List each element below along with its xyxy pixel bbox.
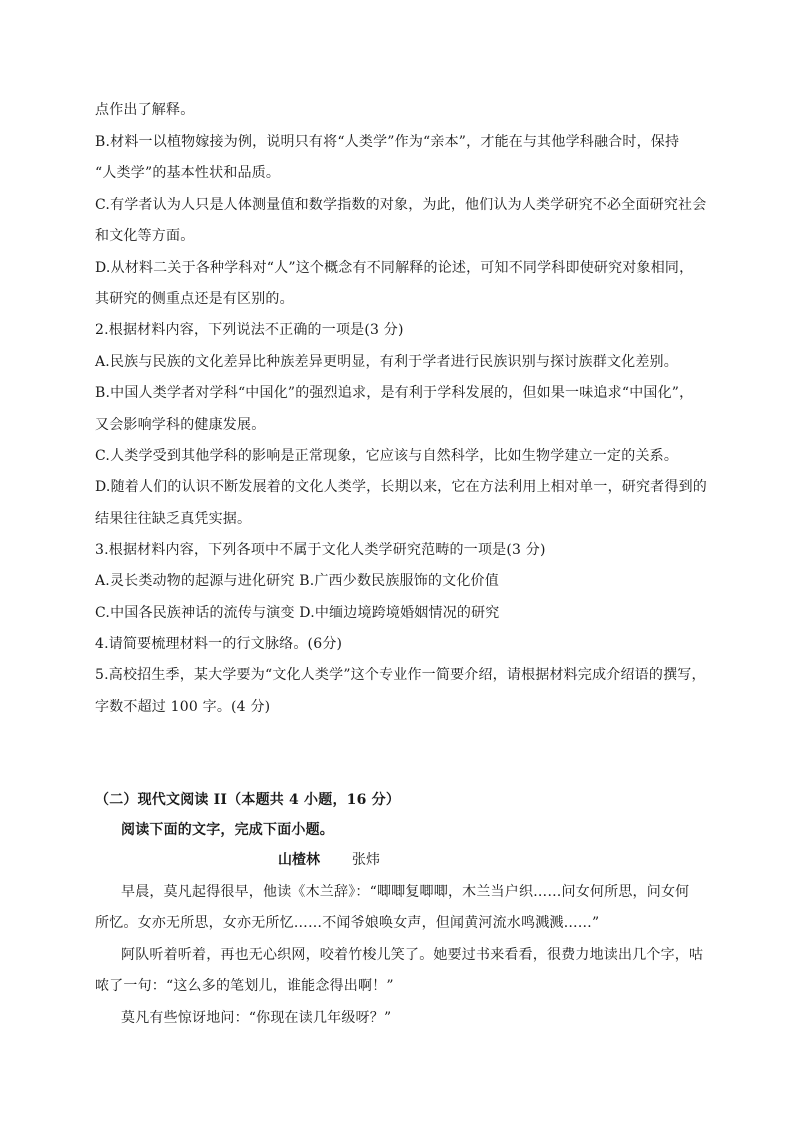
- question-4: 4.请简要梳理材料一的行文脉络。(6分): [95, 636, 343, 652]
- text-line: B.材料一以植物嫁接为例，说明只有将“人类学”作为“亲本”，才能在与其他学科融合时，保持: [95, 134, 680, 150]
- story-line: 所忆。女亦无所思，女亦无所忆……不闻爷娘唤女声，但闻黄河流水鸣溅溅……”: [95, 915, 600, 931]
- story-line: 哝了一句：“这么多的笔划儿，谁能念得出啊！”: [95, 978, 394, 994]
- story-title-row: [278, 850, 380, 870]
- text-line: 其研究的侧重点还是有区别的。: [95, 291, 294, 307]
- instruction: 阅读下面的文字，完成下面小题。: [121, 822, 334, 838]
- options-ab: A.灵长类动物的起源与进化研究 B.广西少数民族服饰的文化价值: [95, 573, 499, 589]
- option-a: A.民族与民族的文化差异比种族差异更明显，有利于学者进行民族识别与探讨族群文化差别。: [95, 354, 678, 370]
- option-b: B.中国人类学者对学科“中国化”的强烈追求，是有利于学科发展的，但如果一味追求“中国化”，: [95, 385, 694, 401]
- section-heading: （二）现代文阅读 II（本题共 4 小题，16 分）: [95, 792, 401, 808]
- story-title: 山楂林: [278, 852, 320, 868]
- option-c: C.人类学受到其他学科的影响是正常现象，它应该与自然科学，比如生物学建立一定的关系。: [95, 448, 679, 464]
- story-line: 莫凡有些惊讶地问：“你现在读几年级呀？”: [121, 1010, 392, 1026]
- text-line: C.有学者认为人只是人体测量值和数学指数的对象，为此，他们认为人类学研究不必全面研究社会: [95, 197, 707, 213]
- text-line: 和文化等方面。: [95, 228, 195, 244]
- text-line: 又会影响学科的健康发展。: [95, 417, 266, 433]
- text-line: 字数不超过 100 字。(4 分): [95, 699, 271, 715]
- story-line: 早晨，莫凡起得很早，他读《木兰辞》：“唧唧复唧唧，木兰当户织……问女何所思，问女何: [121, 884, 690, 900]
- text-line: D.从材料二关于各种学科对“人”这个概念有不同解释的论述，可知不同学科即使研究对象相同，: [95, 260, 694, 276]
- story-line: 阿队听着听着，再也无心织网，咬着竹梭儿笑了。她要过书来看看，很费力地读出几个字，咕: [121, 947, 704, 963]
- text-line: 结果往往缺乏真凭实据。: [95, 511, 252, 527]
- question-2: 2.根据材料内容，下列说法不正确的一项是(3 分): [95, 322, 404, 338]
- question-3: 3.根据材料内容，下列各项中不属于文化人类学研究范畴的一项是(3 分): [95, 542, 546, 558]
- text-line: 点作出了解释。: [95, 102, 195, 118]
- text-line: “人类学”的基本性状和品质。: [95, 165, 281, 181]
- question-5: 5.高校招生季，某大学要为“文化人类学”这个专业作一简要介绍，请根据材料完成介绍语的撰写，: [95, 667, 706, 683]
- story-author: 张炜: [352, 852, 380, 868]
- options-cd: C.中国各民族神话的流传与演变 D.中缅边境跨境婚姻情况的研究: [95, 605, 500, 621]
- option-d: D.随着人们的认识不断发展着的文化人类学，长期以来，它在方法利用上相对单一，研究者得到的: [95, 479, 707, 495]
